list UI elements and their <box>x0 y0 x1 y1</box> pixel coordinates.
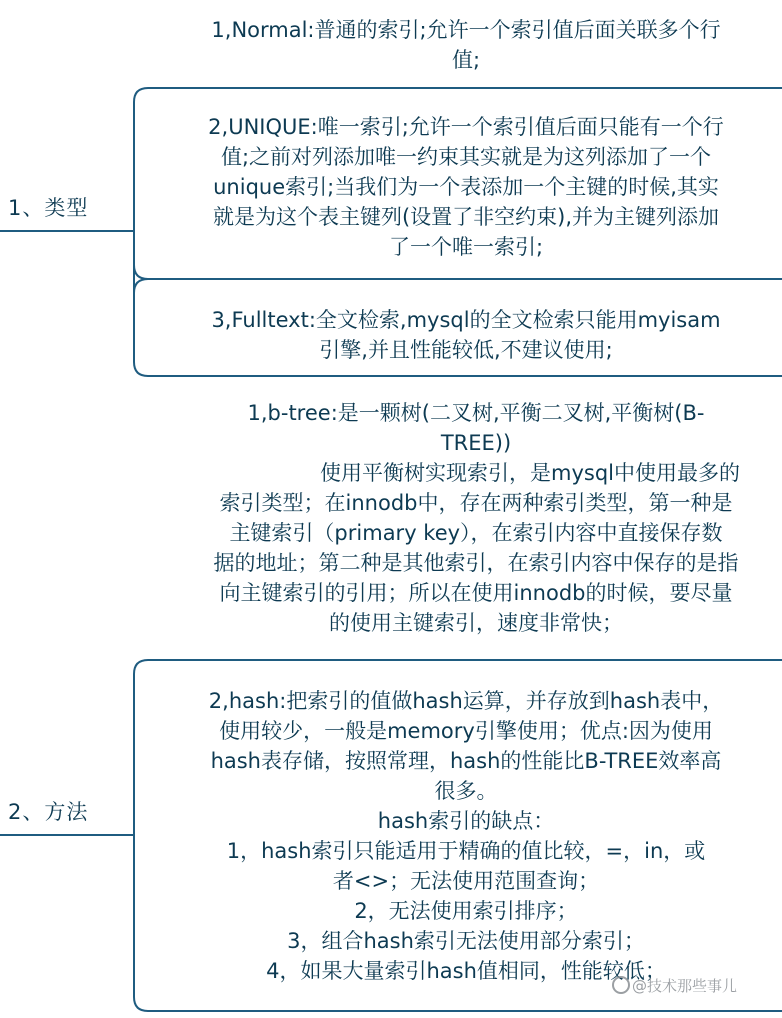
text-line: 使用较少，一般是memory引擎使用；优点:因为使用 <box>219 719 713 743</box>
text-line: 者<>；无法使用范围查询； <box>332 869 600 893</box>
text-line: 1,Normal:普通的索引;允许一个索引值后面关联多个行 <box>211 18 721 42</box>
type-unique-text <box>150 112 782 262</box>
text-line: 了一个唯一索引; <box>388 235 544 259</box>
text-line: 3,Fulltext:全文检索,mysql的全文检索只能用myisam <box>211 308 721 332</box>
text-line: 3，组合hash索引无法使用部分索引； <box>287 929 645 953</box>
wechat-icon <box>612 976 630 994</box>
watermark-text: @技术那些事儿 <box>632 977 738 995</box>
branch-type-divider <box>134 265 782 293</box>
text-line: 很多。 <box>434 779 498 803</box>
text-line: 1，hash索引只能适用于精确的值比较，=，in，或 <box>226 839 706 863</box>
method-btree-text <box>170 398 782 638</box>
text-line: 据的地址；第二种是其他索引，在索引内容中保存的是指 <box>213 551 739 575</box>
text-line: 索引类型；在innodb中，存在两种索引类型，第一种是 <box>219 491 733 515</box>
text-line: TREE)) <box>440 431 512 455</box>
text-line: 主键索引（primary key），在索引内容中直接保存数 <box>229 521 723 545</box>
text-line: 1,b-tree:是一颗树(二叉树,平衡二叉树,平衡树(B- <box>247 401 705 425</box>
text-line: 2，无法使用索引排序； <box>354 899 578 923</box>
method-hash-text <box>150 686 782 986</box>
text-line: 向主键索引的引用；所以在使用innodb的时候，要尽量 <box>219 581 733 605</box>
text-line: 值;之前对列添加唯一约束其实就是为这列添加了一个 <box>220 145 712 169</box>
text-line: 就是为这个表主键列(设置了非空约束),并为主键列添加 <box>212 205 720 229</box>
text-line: hash索引的缺点： <box>377 809 555 833</box>
text-line: 引擎,并且性能较低,不建议使用; <box>319 338 613 362</box>
text-line: 2,hash:把索引的值做hash运算，并存放到hash表中， <box>208 689 724 713</box>
text-line: 的使用主键索引，速度非常快； <box>329 611 623 635</box>
text-line: hash表存储，按照常理，hash的性能比B-TREE效率高 <box>210 749 722 773</box>
branch-type-label: 1、类型 <box>8 196 89 220</box>
watermark <box>612 975 737 996</box>
branch-method-label: 2、方法 <box>8 800 89 824</box>
text-line: 4，如果大量索引hash值相同，性能较低； <box>266 959 666 983</box>
text-line: unique索引;当我们为一个表添加一个主键的时候,其实 <box>213 175 719 199</box>
type-fulltext-text <box>150 305 782 365</box>
type-normal-text <box>150 15 782 75</box>
text-line: 使用平衡树实现索引，是mysql中使用最多的 <box>320 461 740 485</box>
text-line: 值; <box>451 48 481 72</box>
text-line: 2,UNIQUE:唯一索引;允许一个索引值后面只能有一个行 <box>208 115 724 139</box>
